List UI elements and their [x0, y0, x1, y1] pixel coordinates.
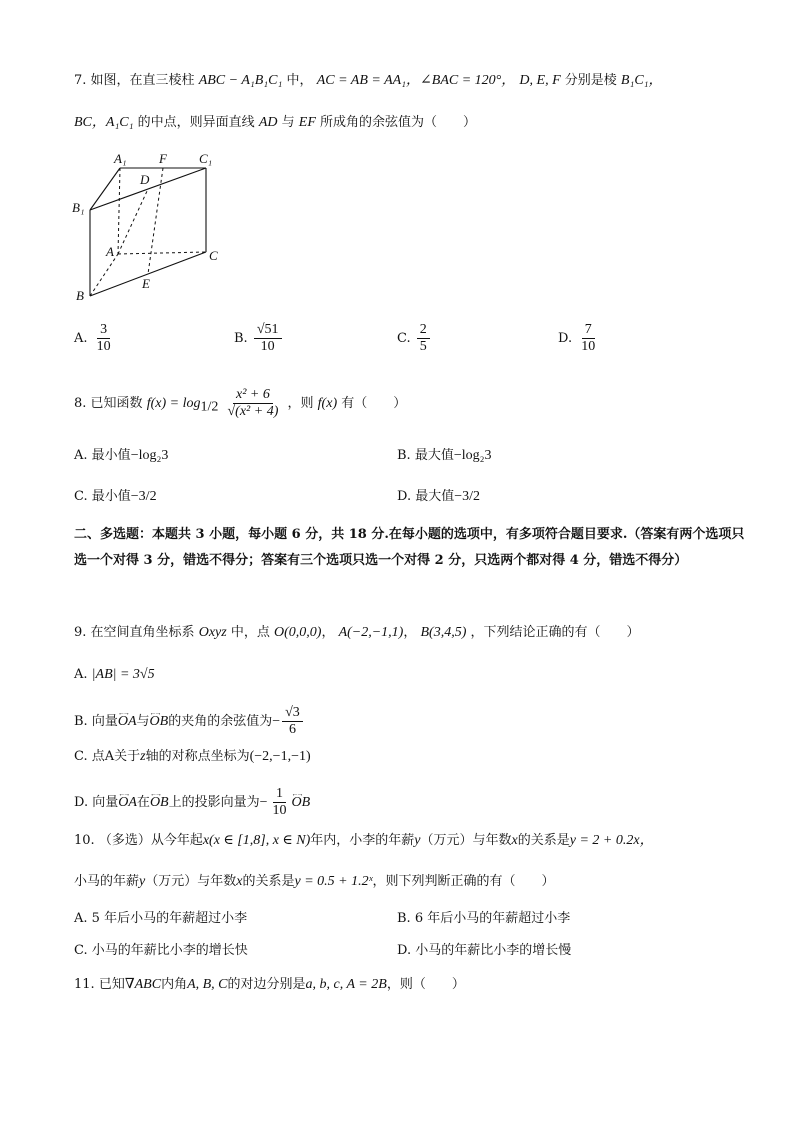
option-text: 小马的年薪比小李的增长快 — [91, 943, 248, 958]
q9-point-b: B(3,4,5) — [420, 625, 467, 640]
q7-option-b[interactable] — [234, 322, 284, 355]
q11-number: 11. — [74, 977, 95, 992]
label-C: C — [209, 248, 218, 263]
q10-domain: x(x ∈ [1,8], x ∈ N) — [202, 833, 311, 848]
fraction-numerator: 2 — [417, 322, 430, 339]
fraction-denominator: 6 — [288, 722, 296, 737]
q7-text: 与 — [281, 115, 295, 130]
option-letter: D. — [397, 943, 412, 958]
label-A1: A₁ — [114, 151, 127, 166]
q10-var-y: y — [414, 833, 421, 848]
q9-point-a: A(−2,−1,1) — [338, 625, 404, 640]
q8-option-a[interactable] — [74, 447, 168, 465]
q10-text: （多选）从今年起 — [98, 833, 203, 848]
option-axis: z — [140, 749, 146, 764]
q9-text: ，下列结论正确的有（ ） — [470, 625, 640, 640]
q7-option-c[interactable] — [397, 322, 432, 355]
q9-text: 在空间直角坐标系 — [90, 625, 195, 640]
fraction-denominator: 10 — [96, 339, 111, 354]
option-text: 向量 — [92, 795, 119, 810]
q10-text: ，则下列判断正确的有（ ） — [372, 874, 555, 889]
q7-text: 的中点，则异面直线 — [137, 115, 255, 130]
option-text: 上的投影向量为 — [168, 795, 260, 810]
q11-text: ，则（ ） — [386, 977, 465, 992]
q10-var-x: x — [236, 874, 243, 889]
fraction-numerator: 3 — [97, 322, 110, 339]
option-text: 最小值 — [91, 448, 131, 463]
option-letter: A. — [74, 448, 88, 463]
q10-stem-line1 — [74, 832, 654, 850]
option-letter: B. — [234, 331, 248, 346]
option-math: (−2,−1,−1) — [249, 749, 311, 764]
option-fraction — [417, 322, 430, 355]
option-text: 小马的年薪比小李的增长慢 — [415, 943, 572, 958]
q8-log-base: 1/2 — [200, 399, 219, 415]
q10-equation-ma: y = 0.5 + 1.2ˣ — [294, 874, 373, 889]
q7-prism-figure — [70, 148, 230, 308]
q11-text: 已知 — [98, 977, 125, 992]
option-fraction — [282, 705, 303, 738]
q8-number: 8. — [74, 396, 87, 411]
fraction-numerator: x² + 6 — [233, 387, 273, 404]
q8-stem — [74, 384, 406, 428]
q7-points: D, E, F — [519, 73, 561, 88]
q10-option-d[interactable] — [397, 942, 571, 960]
option-letter: B. — [397, 911, 411, 926]
label-B: B — [76, 288, 84, 303]
fraction-numerator: √3 — [282, 705, 303, 722]
q8-option-c[interactable] — [74, 488, 157, 506]
q10-text: 年内，小李的年薪 — [310, 833, 415, 848]
option-fraction — [94, 322, 114, 355]
label-A: A — [106, 244, 114, 259]
q8-option-b[interactable] — [397, 447, 492, 465]
option-text: 向量 — [91, 714, 118, 729]
option-letter: C. — [74, 943, 88, 958]
q7-stem-line1 — [74, 72, 663, 90]
q11-triangle: ∇ABC — [124, 977, 162, 992]
q11-text: 的对边分别是 — [227, 977, 306, 992]
option-math: |AB| = 3√5 — [91, 667, 155, 682]
option-text: 轴的对称点坐标为 — [145, 749, 250, 764]
q9-stem: 9. 在空间直角坐标系 Oxyz 中，点 O(0,0,0)， A(−2,−1,1)， B(3,4,5) ，下列结论正确的有（ ） — [74, 625, 640, 640]
q7-line-ef: EF — [298, 115, 316, 130]
fraction-denominator: 10 — [581, 339, 596, 354]
fraction-numerator: 1 — [273, 786, 286, 803]
q8-option-d[interactable] — [397, 488, 480, 506]
q10-var-x: x — [511, 833, 518, 848]
option-math: −log₂3 — [130, 448, 169, 463]
q11-sides: a, b, c, A = 2B — [305, 977, 387, 992]
vector-ob: ←→ OB — [292, 794, 311, 812]
q7-stem-line2 — [74, 114, 476, 132]
option-text: 点A关于 — [91, 749, 141, 764]
option-math: −3/2 — [454, 489, 481, 504]
section-heading-multi-choice: 二、多选题：本题共 3 小题，每小题 6 分，共 18 分.在每小题的选项中，有多项符合题目要求.（答案有两个选项只选一个对得 3 分，错选不得分；答案有三个选项只选一个对得 2 分，只选两个都对得 4 分，错选不得分） — [74, 527, 745, 568]
option-letter: C. — [74, 749, 88, 764]
q8-function: f(x) = log — [146, 396, 201, 411]
q9-option-b[interactable]: B. 向量←→ OA与←→ OB的夹角的余弦值为− $\frac{√3}{6}$ — [74, 705, 305, 738]
option-math: −3/2 — [130, 489, 157, 504]
option-letter: A. — [74, 911, 88, 926]
vector-oa: ←→ OA — [118, 713, 137, 731]
label-E: E — [142, 276, 150, 291]
q10-var-y: y — [139, 874, 146, 889]
option-fraction — [270, 786, 290, 819]
q7-option-a[interactable] — [74, 322, 116, 355]
q7-condition: AC = AB = AA₁，∠BAC = 120°， — [316, 73, 516, 88]
label-C1: C₁ — [199, 151, 213, 166]
q7-line-ad: AD — [258, 115, 278, 130]
q10-option-c[interactable] — [74, 942, 248, 960]
q9-option-c[interactable] — [74, 748, 311, 766]
q9-text: 中，点 — [230, 625, 270, 640]
q10-text: 的关系是 — [242, 874, 295, 889]
q11-text: 内角 — [161, 977, 188, 992]
fraction-denominator: 10 — [272, 803, 287, 818]
q8-text: 有（ ） — [341, 396, 407, 411]
option-letter: D. — [74, 795, 89, 810]
q10-stem-line2 — [74, 873, 555, 891]
option-letter: D. — [397, 489, 412, 504]
q7-edge: B₁C₁， — [620, 73, 663, 88]
q8-function-ref: f(x) — [317, 396, 338, 411]
option-text: 5 年后小马的年薪超过小李 — [91, 911, 248, 926]
option-letter: A. — [74, 331, 88, 346]
q7-number: 7. — [74, 73, 87, 88]
vector-oa: ←→ OA — [118, 794, 137, 812]
label-F: F — [159, 151, 167, 166]
label-B1: B₁ — [72, 200, 85, 215]
label-D: D — [140, 172, 150, 187]
option-letter: B. — [74, 714, 88, 729]
option-math: −log₂3 — [453, 448, 492, 463]
q7-text: 中， — [286, 73, 313, 88]
option-letter: B. — [397, 448, 411, 463]
option-fraction — [578, 322, 598, 355]
option-letter: C. — [74, 489, 88, 504]
option-text: 最大值 — [414, 448, 454, 463]
q10-text: 的关系是 — [517, 833, 570, 848]
fraction-denominator: 10 — [260, 339, 275, 354]
q9-point-o: O(0,0,0) — [274, 625, 322, 640]
q11-angles: A, B, C — [187, 977, 228, 992]
q10-text: （万元）与年数 — [420, 833, 512, 848]
q7-text: 分别是棱 — [564, 73, 617, 88]
q7-text: 所成角的余弦值为（ ） — [320, 115, 477, 130]
q7-option-d[interactable] — [558, 322, 600, 355]
q8-fraction — [225, 387, 282, 420]
option-letter: C. — [397, 331, 411, 346]
option-text: 最小值 — [91, 489, 131, 504]
option-text: 6 年后小马的年薪超过小李 — [414, 911, 571, 926]
option-text: 的夹角的余弦值为 — [168, 714, 273, 729]
q7-edges: BC，A₁C₁ — [74, 115, 134, 130]
option-text: 在 — [136, 795, 150, 810]
option-fraction — [254, 322, 282, 355]
q10-option-b[interactable] — [397, 910, 570, 928]
q10-text: 小马的年薪 — [74, 874, 140, 889]
option-letter: D. — [558, 331, 573, 346]
q10-option-a[interactable] — [74, 910, 247, 928]
vector-ob: ←→ OB — [150, 713, 169, 731]
q8-text: ，则 — [287, 396, 314, 411]
fraction-denominator: 5 — [419, 339, 427, 354]
q9-option-d[interactable]: D. 向量←→ OA在←→ OB上的投影向量为− $\frac{1}{10}$ ←→ OB — [74, 786, 310, 819]
fraction-numerator: √51 — [254, 322, 282, 339]
fraction-numerator: 7 — [582, 322, 595, 339]
option-text: 与 — [136, 714, 150, 729]
q9-option-a[interactable] — [74, 666, 155, 684]
q7-text: 如图，在直三棱柱 — [90, 73, 195, 88]
q11-stem — [74, 976, 465, 994]
fraction-denominator: √(x² + 4) — [227, 404, 279, 419]
option-letter: A. — [74, 667, 88, 682]
q10-text: （万元）与年数 — [145, 874, 237, 889]
q8-text: 已知函数 — [90, 396, 143, 411]
option-text: 最大值 — [415, 489, 455, 504]
q10-equation-li: y = 2 + 0.2x， — [569, 833, 654, 848]
q9-number: 9. — [74, 625, 87, 640]
q10-number: 10. — [74, 833, 95, 848]
q7-prism: ABC − A₁B₁C₁ — [198, 73, 283, 88]
q9-coord-system: Oxyz — [198, 625, 227, 640]
vector-ob: ←→ OB — [150, 794, 169, 812]
